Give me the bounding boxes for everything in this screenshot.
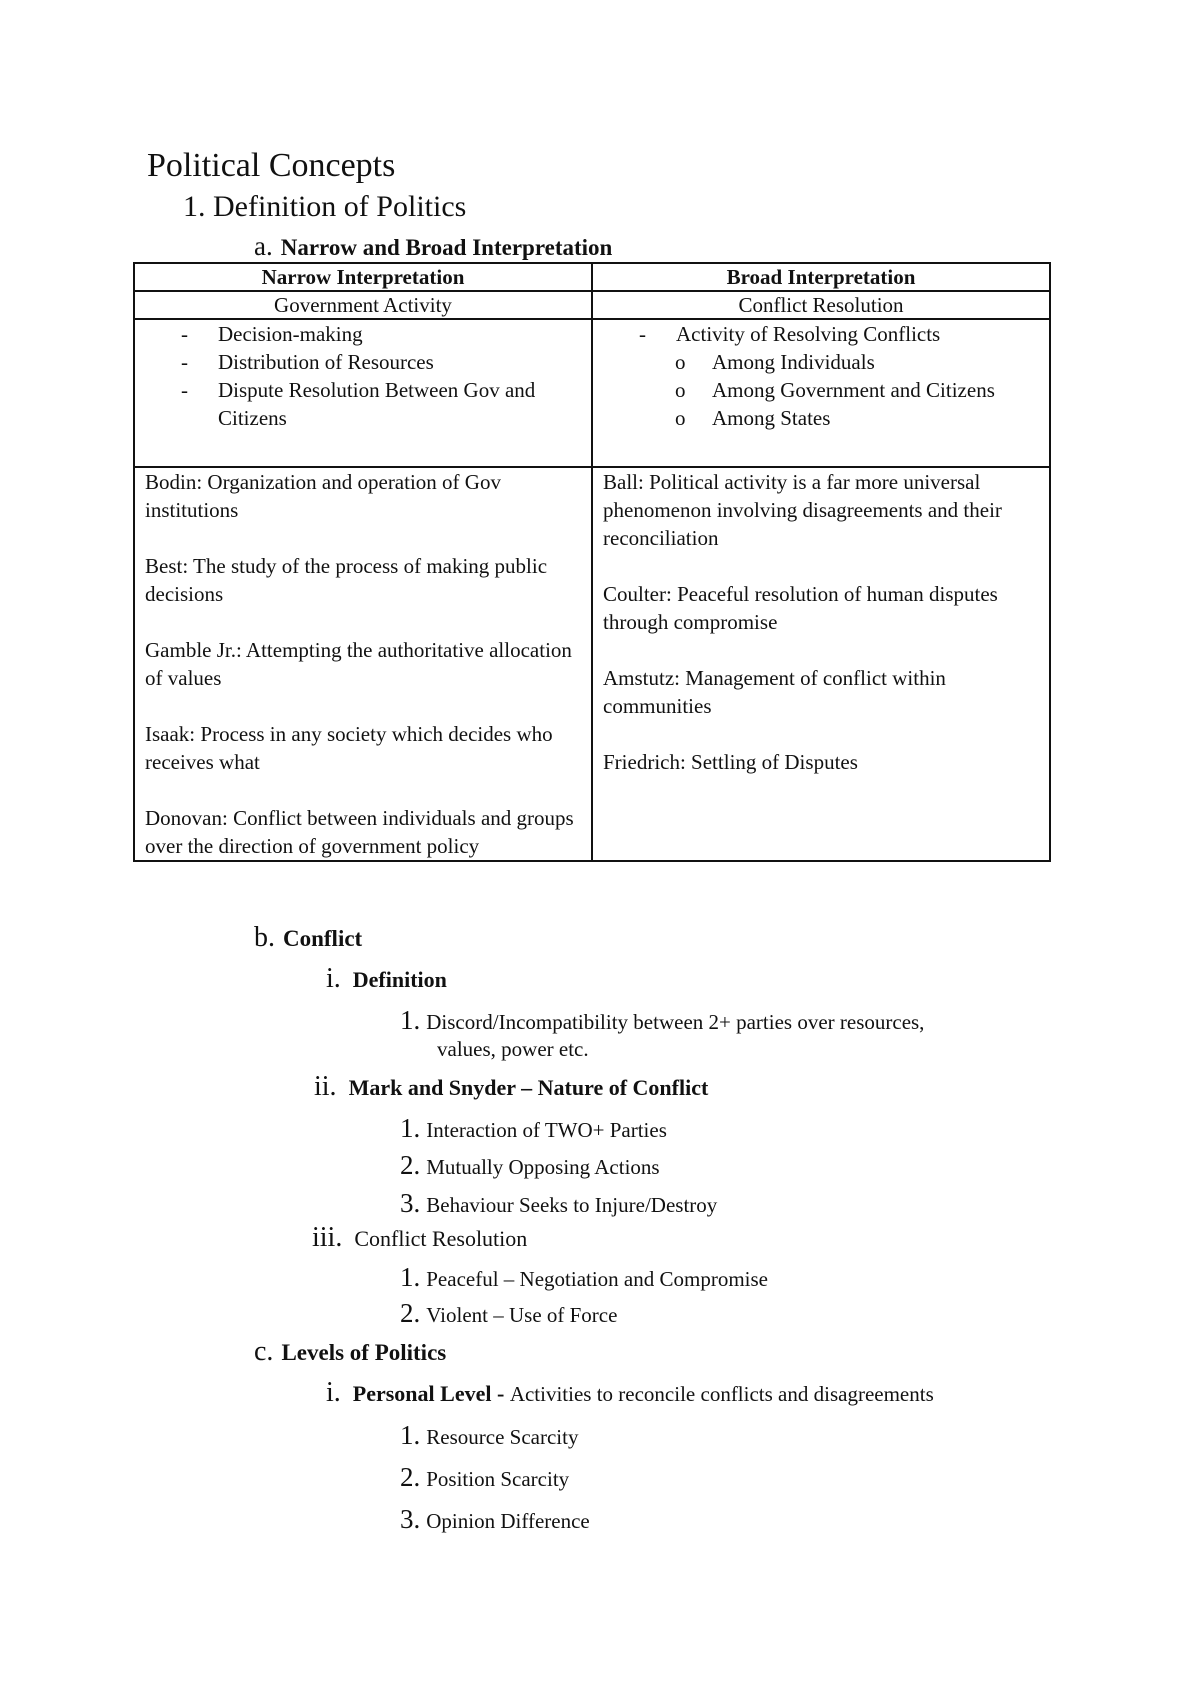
- list-item: o Among Government and Citizens: [675, 376, 1039, 404]
- outline-heading: [312, 1222, 527, 1254]
- list-item: [400, 1113, 667, 1144]
- table-bullets-row: [134, 319, 1050, 467]
- list-item: [400, 1462, 569, 1493]
- outline-heading: [326, 1377, 934, 1409]
- broad-quotes-cell: [592, 467, 1050, 861]
- section-marker: 1.: [183, 190, 206, 223]
- list-item: [639, 320, 1039, 432]
- list-item-text: Discord/Incompatibility between 2+ parties over resources,: [426, 1010, 925, 1034]
- broad-bullet-list: [603, 320, 1039, 432]
- list-item: [400, 1150, 660, 1181]
- list-item: [400, 1262, 768, 1293]
- table-header-broad: Broad Interpretation: [592, 263, 1050, 291]
- subsection-label: Conflict: [283, 926, 363, 951]
- outline-label: Mark and Snyder – Nature of Conflict: [348, 1075, 709, 1100]
- list-item-text: Peaceful – Negotiation and Compromise: [426, 1267, 769, 1291]
- list-item-text: Behaviour Seeks to Injure/Destroy: [426, 1193, 718, 1217]
- list-marker: 2.: [400, 1462, 421, 1492]
- list-item: [400, 1005, 924, 1036]
- list-marker: 2.: [400, 1298, 421, 1328]
- list-item: - Distribution of Resources: [181, 348, 581, 376]
- list-item-label: Activity of Resolving Conflicts: [676, 322, 941, 346]
- table-header-narrow: Narrow Interpretation: [134, 263, 592, 291]
- list-item-text: Resource Scarcity: [426, 1425, 579, 1449]
- outline-label: Personal Level -: [352, 1381, 505, 1406]
- outline-label: Definition: [352, 967, 447, 992]
- list-item: - Dispute Resolution Between Gov and Citizens: [181, 376, 581, 432]
- list-marker: 3.: [400, 1504, 421, 1534]
- table-header-row: [134, 263, 1050, 291]
- narrow-bullets-cell: [134, 319, 592, 467]
- definition-quote: Gamble Jr.: Attempting the authoritative allocation of values: [145, 638, 572, 690]
- list-item-text: Mutually Opposing Actions: [426, 1155, 660, 1179]
- definition-quote: Coulter: Peaceful resolution of human disputes through compromise: [603, 582, 998, 634]
- list-item-text: Violent – Use of Force: [426, 1303, 618, 1327]
- definition-quote: Donovan: Conflict between individuals and groups over the direction of government policy: [145, 806, 574, 858]
- subsection-marker: a.: [254, 231, 273, 261]
- outline-heading: [314, 1071, 708, 1103]
- list-marker: 1.: [400, 1262, 421, 1292]
- definition-quote: Ball: Political activity is a far more universal phenomenon involving disagreements and their reconciliation: [603, 470, 1002, 550]
- section-label: Definition of Politics: [213, 190, 467, 223]
- list-item: [400, 1188, 717, 1219]
- subsection-marker: b.: [254, 922, 275, 953]
- definition-quote: Friedrich: Settling of Disputes: [603, 750, 858, 774]
- list-item: o Among Individuals: [675, 348, 1039, 376]
- interpretation-table: [133, 262, 1051, 862]
- outline-label: Conflict Resolution: [354, 1226, 528, 1251]
- list-item: [400, 1420, 578, 1451]
- list-marker: 3.: [400, 1188, 421, 1218]
- subsection-heading: [254, 1336, 446, 1368]
- list-marker: 1.: [400, 1113, 421, 1143]
- outline-marker: iii.: [312, 1222, 343, 1253]
- definition-quote: Bodin: Organization and operation of Gov institutions: [145, 470, 501, 522]
- table-subheader-narrow: Government Activity: [134, 291, 592, 319]
- table-subheader-row: [134, 291, 1050, 319]
- subsection-label: Narrow and Broad Interpretation: [280, 235, 613, 260]
- list-item-text: Position Scarcity: [426, 1467, 570, 1491]
- outline-marker: i.: [326, 1377, 341, 1408]
- list-marker: 1.: [400, 1005, 421, 1035]
- list-item: - Decision-making: [181, 320, 581, 348]
- broad-sub-bullet-list: [639, 348, 1039, 432]
- page-title: Political Concepts: [147, 147, 396, 184]
- outline-marker: ii.: [314, 1071, 337, 1102]
- narrow-quotes-cell: [134, 467, 592, 861]
- broad-bullets-cell: [592, 319, 1050, 467]
- list-item: o Among States: [675, 404, 1039, 432]
- list-item-text: Interaction of TWO+ Parties: [426, 1118, 667, 1142]
- definition-quote: Amstutz: Management of conflict within communities: [603, 666, 946, 718]
- list-item: [400, 1298, 617, 1329]
- outline-marker: i.: [326, 963, 341, 994]
- list-item-text: Opinion Difference: [426, 1509, 590, 1533]
- subsection-marker: c.: [254, 1336, 274, 1367]
- subsection-heading: [254, 922, 362, 954]
- narrow-bullet-list: [145, 320, 581, 432]
- table-quotes-row: [134, 467, 1050, 861]
- section-heading: [183, 189, 466, 225]
- list-marker: 1.: [400, 1420, 421, 1450]
- definition-quote: Isaak: Process in any society which decides who receives what: [145, 722, 553, 774]
- definition-quote: Best: The study of the process of making public decisions: [145, 554, 548, 606]
- outline-description: Activities to reconcile conflicts and disagreements: [509, 1382, 934, 1406]
- table-subheader-broad: Conflict Resolution: [592, 291, 1050, 319]
- list-marker: 2.: [400, 1150, 421, 1180]
- subsection-label: Levels of Politics: [281, 1340, 447, 1365]
- list-item-continuation: values, power etc.: [437, 1037, 589, 1061]
- list-item: [400, 1504, 590, 1535]
- subsection-heading: [254, 232, 612, 262]
- outline-heading: [326, 963, 447, 995]
